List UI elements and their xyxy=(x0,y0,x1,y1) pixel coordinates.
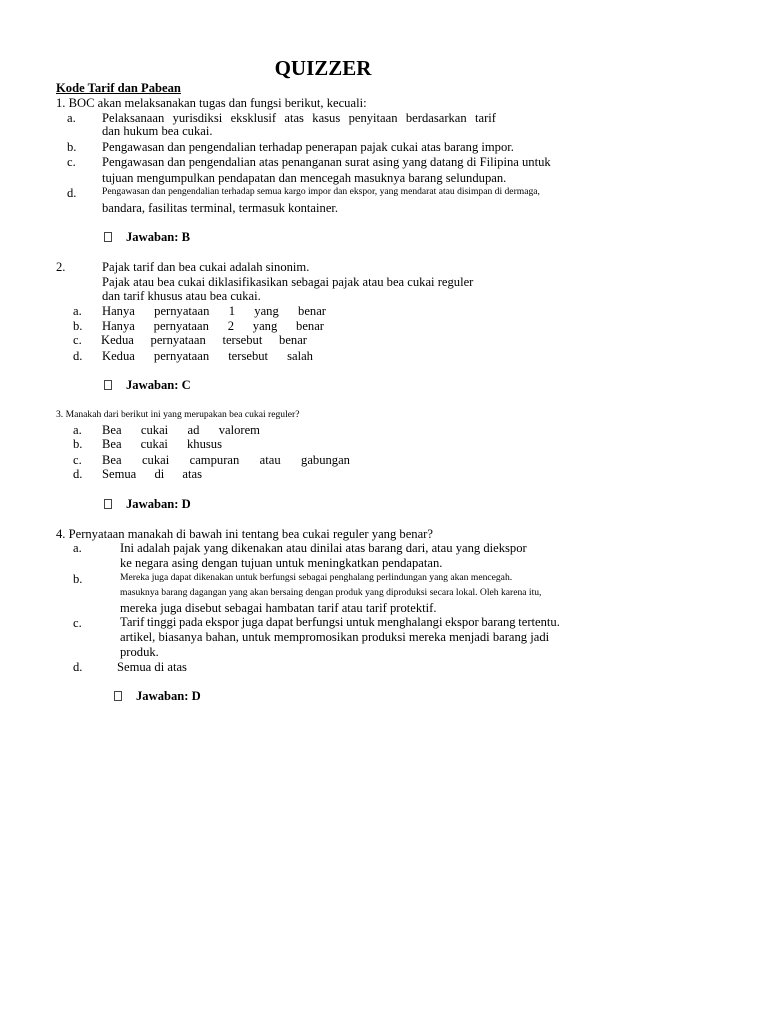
word: tinggi xyxy=(146,615,177,629)
word: salah xyxy=(287,349,313,363)
word: benar xyxy=(298,304,326,318)
q1-option-c-line2: tujuan mengumpulkan pendapatan dan mencegah masuknya barang selundupan. xyxy=(102,171,507,185)
word: untuk xyxy=(346,615,375,629)
q2-option-b-letter: b. xyxy=(73,319,83,333)
checkbox-icon xyxy=(114,691,122,701)
word: valorem xyxy=(218,423,260,437)
word: ad xyxy=(187,423,200,437)
word: berfungsi xyxy=(295,615,344,629)
q4-option-c-letter: c. xyxy=(73,616,82,630)
word: atau xyxy=(259,453,281,467)
word: tersebut xyxy=(228,349,269,363)
word: Tarif xyxy=(120,615,145,629)
q2-answer-text: Jawaban: C xyxy=(126,378,191,392)
q2-number: 2. xyxy=(56,260,66,274)
checkbox-icon xyxy=(104,232,112,242)
checkbox-icon xyxy=(104,380,112,390)
q3-option-d-letter: d. xyxy=(73,467,83,481)
q4-option-a-letter: a. xyxy=(73,541,82,555)
word: dapat xyxy=(265,615,294,629)
q2-statement-2: Pajak atau bea cukai diklasifikasikan sebagai pajak atau bea cukai reguler xyxy=(102,275,474,289)
word: atas xyxy=(284,111,304,125)
word: atas xyxy=(182,467,202,481)
word: yurisdiksi xyxy=(172,111,223,125)
word: benar xyxy=(296,319,324,333)
q1-option-a-line2: dan hukum bea cukai. xyxy=(102,124,213,138)
q1-answer xyxy=(104,230,190,244)
word: pada xyxy=(178,615,203,629)
word: eksklusif xyxy=(230,111,277,125)
word: tarif xyxy=(475,111,496,125)
q2-answer xyxy=(104,378,191,392)
q1-option-d-line1: Pengawasan dan pengendalian terhadap semua kargo impor dan ekspor, yang mendarat atau disimpan di dermaga, xyxy=(102,186,540,197)
q4-option-c-line2: artikel, biasanya bahan, untuk mempromosikan produksi mereka menjadi barang jadi xyxy=(120,630,550,644)
word: Bea xyxy=(102,453,122,467)
word: ekspor xyxy=(205,615,239,629)
word: cukai xyxy=(140,437,168,451)
word: benar xyxy=(279,333,307,347)
word: kasus xyxy=(312,111,341,125)
q1-option-b-text: Pengawasan dan pengendalian terhadap penerapan pajak cukai atas barang impor. xyxy=(102,140,514,154)
q4-option-b-line3: mereka juga disebut sebagai hambatan tarif atau tarif protektif. xyxy=(120,601,437,615)
q4-answer-text: Jawaban: D xyxy=(136,689,201,703)
question-4-stem: 4. Pernyataan manakah di bawah ini tentang bea cukai reguler yang benar? xyxy=(56,527,433,541)
section-heading: Kode Tarif dan Pabean xyxy=(56,81,181,95)
word: gabungan xyxy=(301,453,350,467)
q1-answer-text: Jawaban: B xyxy=(126,230,191,244)
page-title: QUIZZER xyxy=(274,56,372,80)
q3-answer-text: Jawaban: D xyxy=(126,497,191,511)
word: 2 xyxy=(227,319,234,333)
word: Bea xyxy=(102,423,122,437)
word: penyitaan xyxy=(348,111,398,125)
word: 1 xyxy=(228,304,235,318)
checkbox-icon xyxy=(104,499,112,509)
word: Hanya xyxy=(102,304,135,318)
word: yang xyxy=(252,319,278,333)
q2-option-a-text xyxy=(102,304,326,318)
q2-statement-1: Pajak tarif dan bea cukai adalah sinonim. xyxy=(102,260,310,274)
word: cukai xyxy=(141,453,170,467)
q3-option-c-letter: c. xyxy=(73,453,82,467)
q2-option-c-letter: c. xyxy=(73,333,82,347)
word: tersebut xyxy=(222,333,263,347)
q1-option-c-letter: c. xyxy=(67,155,76,169)
word: Pelaksanaan xyxy=(102,111,165,125)
q1-option-d-line2: bandara, fasilitas terminal, termasuk kontainer. xyxy=(102,201,339,215)
word: juga xyxy=(241,615,264,629)
word: pernyataan xyxy=(154,304,210,318)
q3-answer xyxy=(104,497,191,511)
q3-option-b-letter: b. xyxy=(73,437,83,451)
word: berdasarkan xyxy=(405,111,467,125)
q2-option-d-text xyxy=(102,349,313,363)
q3-option-a-text xyxy=(102,423,260,437)
q2-option-a-letter: a. xyxy=(73,304,82,318)
word: pernyataan xyxy=(153,319,209,333)
word: Hanya xyxy=(102,319,135,333)
question-3-stem: 3. Manakah dari berikut ini yang merupakan bea cukai reguler? xyxy=(56,409,300,420)
q2-option-d-letter: d. xyxy=(73,349,83,363)
q3-option-b-text xyxy=(102,437,222,451)
q3-option-d-text xyxy=(102,467,202,481)
word: barang xyxy=(481,615,516,629)
word: campuran xyxy=(189,453,240,467)
q4-option-c-line1 xyxy=(120,615,560,629)
word: cukai xyxy=(140,423,169,437)
q2-statement-2-cont: dan tarif khusus atau bea cukai. xyxy=(102,289,261,303)
word: Kedua xyxy=(102,349,135,363)
q4-answer xyxy=(114,689,201,703)
q4-option-a-line2: ke negara asing dengan tujuan untuk meningkatkan pendapatan. xyxy=(120,556,443,570)
q3-option-a-letter: a. xyxy=(73,423,82,437)
word: khusus xyxy=(187,437,222,451)
q4-option-d-letter: d. xyxy=(73,660,83,674)
q2-option-c-text xyxy=(101,333,307,347)
q1-option-d-letter: d. xyxy=(67,186,77,200)
q4-option-c-line3: produk. xyxy=(120,645,159,659)
word: tertentu. xyxy=(518,615,560,629)
word: yang xyxy=(254,304,279,318)
word: pernyataan xyxy=(150,333,206,347)
q1-option-a-line1 xyxy=(102,111,496,125)
word: menghalangi xyxy=(377,615,443,629)
word: ekspor xyxy=(445,615,479,629)
word: pernyataan xyxy=(153,349,210,363)
question-1-stem: 1. BOC akan melaksanakan tugas dan fungsi berikut, kecuali: xyxy=(56,96,367,110)
q2-option-b-text xyxy=(102,319,324,333)
q3-option-c-text xyxy=(102,453,350,467)
q4-option-a-line1: Ini adalah pajak yang dikenakan atau dinilai atas barang dari, atau yang diekspor xyxy=(120,541,527,555)
q4-option-b-letter: b. xyxy=(73,572,83,586)
q4-option-d-text: Semua di atas xyxy=(117,660,187,674)
q4-option-b-line1: Mereka juga dapat dikenakan untuk berfungsi sebagai penghalang perlindungan yang akan mencegah. xyxy=(120,572,513,583)
q1-option-a-letter: a. xyxy=(67,111,76,125)
q4-option-b-line2: masuknya barang dagangan yang akan bersaing dengan produk yang diproduksi secara lokal. Oleh karena itu, xyxy=(120,587,542,598)
word: Bea xyxy=(102,437,122,451)
word: Kedua xyxy=(101,333,134,347)
word: Semua xyxy=(102,467,137,481)
word: di xyxy=(154,467,165,481)
q1-option-b-letter: b. xyxy=(67,140,77,154)
q1-option-c-line1: Pengawasan dan pengendalian atas penanganan surat asing yang datang di Filipina untuk xyxy=(102,155,551,169)
